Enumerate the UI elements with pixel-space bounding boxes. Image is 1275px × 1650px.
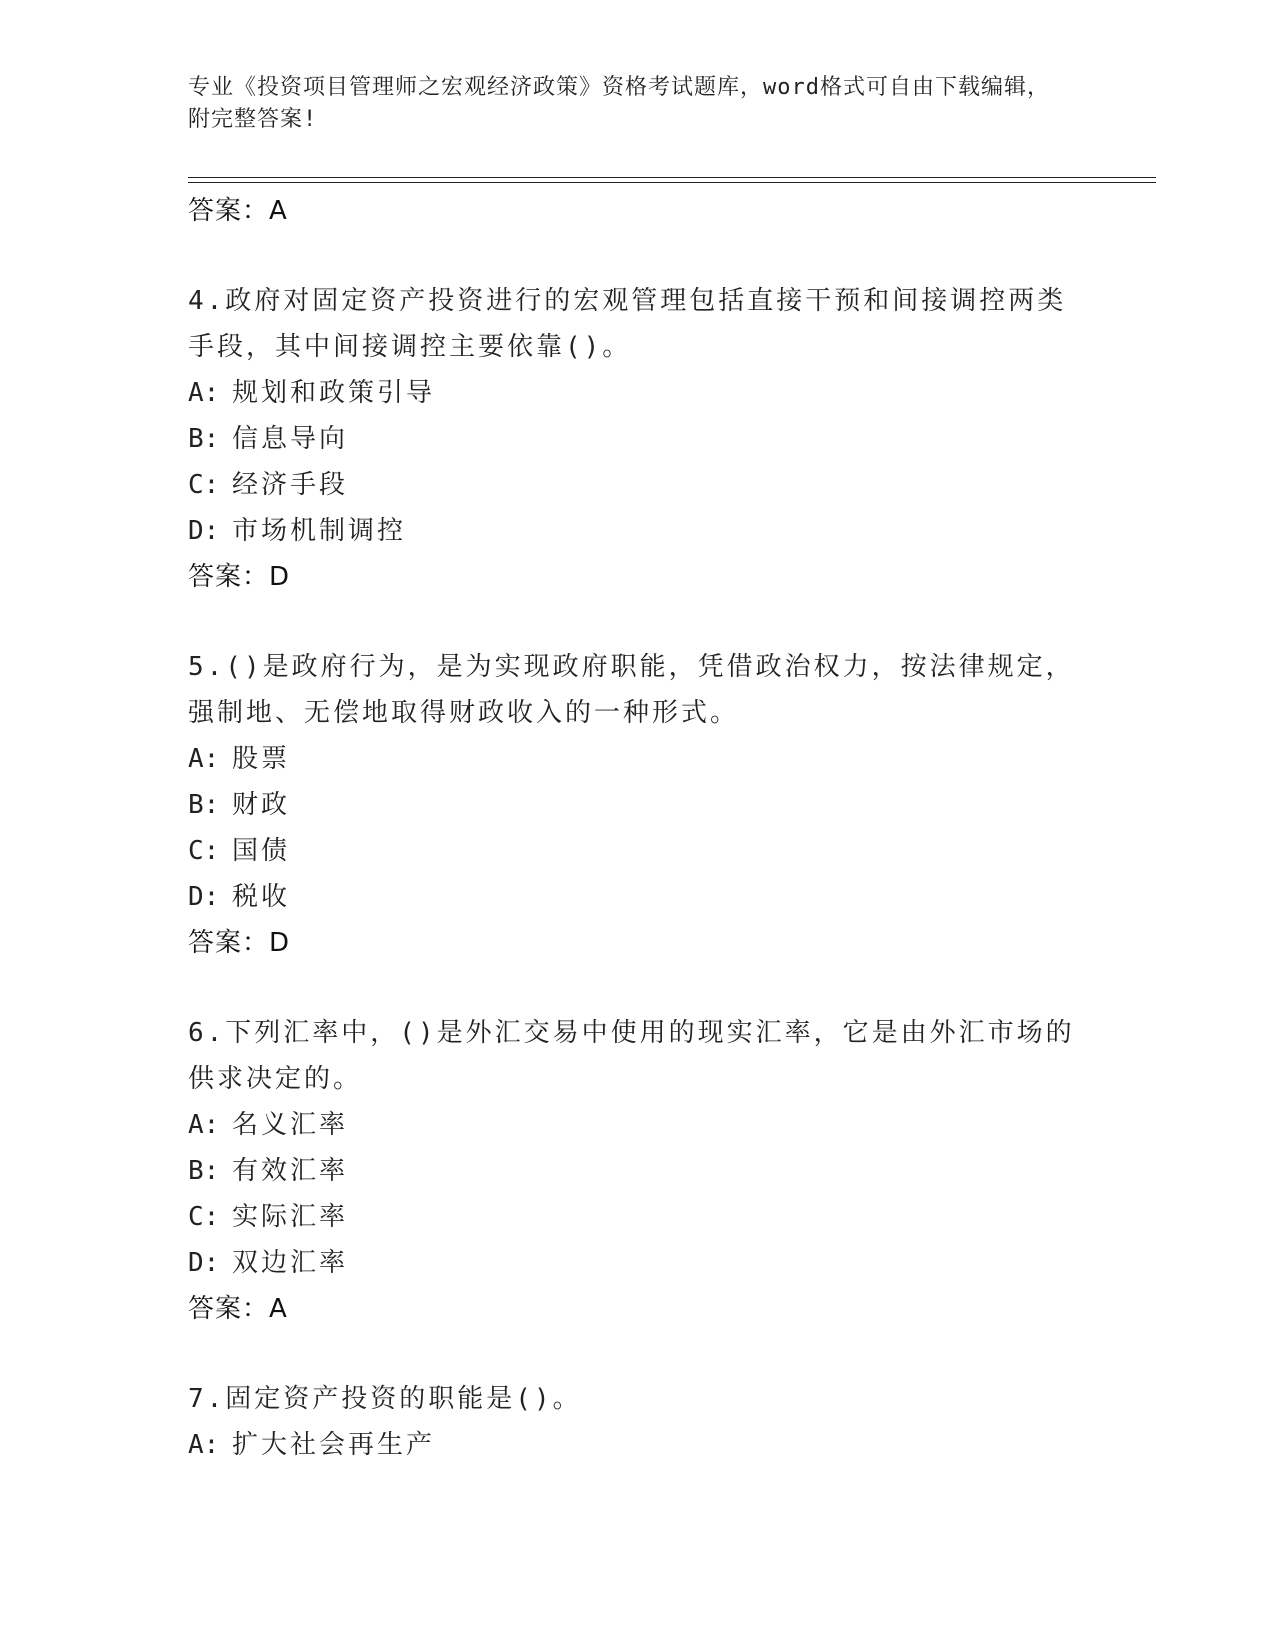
question-4-option-c [188,462,1088,508]
option-letter: C: [188,470,220,500]
question-4-answer: 答案：D [188,562,291,592]
question-5-option-c [188,828,1088,874]
option-text: 市场机制调控 [232,516,407,546]
option-text: 财政 [232,790,291,820]
question-5-option-d [188,874,1088,920]
option-letter: C: [188,836,220,866]
question-4-text: 4.政府对固定资产投资进行的宏观管理包括直接干预和间接调控两类手段，其中间接调控主要依靠()。 [188,286,1067,362]
answer-line: 答案：A [188,196,288,226]
option-letter: D: [188,882,220,912]
option-letter: A: [188,1110,220,1140]
question-6-option-b [188,1148,1088,1194]
option-letter: A: [188,1430,220,1460]
question-4-option-b [188,416,1088,462]
header-rule-bottom [188,182,1156,183]
option-text: 双边汇率 [232,1248,349,1278]
option-text: 规划和政策引导 [232,378,436,408]
header-rule-top [188,177,1156,178]
question-5-text: 5.()是政府行为，是为实现政府职能，凭借政治权力，按法律规定，强制地、无偿地取得财政收入的一种形式。 [188,652,1075,728]
question-5-option-a [188,736,1088,782]
option-letter: A: [188,378,220,408]
question-6-text: 6.下列汇率中，()是外汇交易中使用的现实汇率，它是由外汇市场的供求决定的。 [188,1018,1075,1094]
question-6-option-c [188,1194,1088,1240]
option-letter: D: [188,1248,220,1278]
question-4-option-d [188,508,1088,554]
option-letter: B: [188,1156,220,1186]
question-6-option-d [188,1240,1088,1286]
option-text: 信息导向 [232,424,349,454]
question-6-option-a [188,1102,1088,1148]
option-letter: B: [188,790,220,820]
question-5-option-b [188,782,1088,828]
option-text: 经济手段 [232,470,349,500]
question-5-answer: 答案：D [188,928,291,958]
option-text: 名义汇率 [232,1110,349,1140]
option-letter: C: [188,1202,220,1232]
option-text: 股票 [232,744,291,774]
option-letter: B: [188,424,220,454]
option-letter: A: [188,744,220,774]
option-text: 国债 [232,836,291,866]
option-text: 有效汇率 [232,1156,349,1186]
question-6-answer: 答案：A [188,1294,288,1324]
question-7-option-a [188,1422,1088,1468]
option-text: 扩大社会再生产 [232,1430,436,1460]
question-7-text: 7.固定资产投资的职能是()。 [188,1384,582,1414]
option-text: 实际汇率 [232,1202,349,1232]
option-letter: D: [188,516,220,546]
question-4-option-a [188,370,1088,416]
option-text: 税收 [232,882,291,912]
document-intro: 专业《投资项目管理师之宏观经济政策》资格考试题库，word格式可自由下载编辑，附完整答案! [188,75,1050,132]
question-list [188,188,1088,1468]
